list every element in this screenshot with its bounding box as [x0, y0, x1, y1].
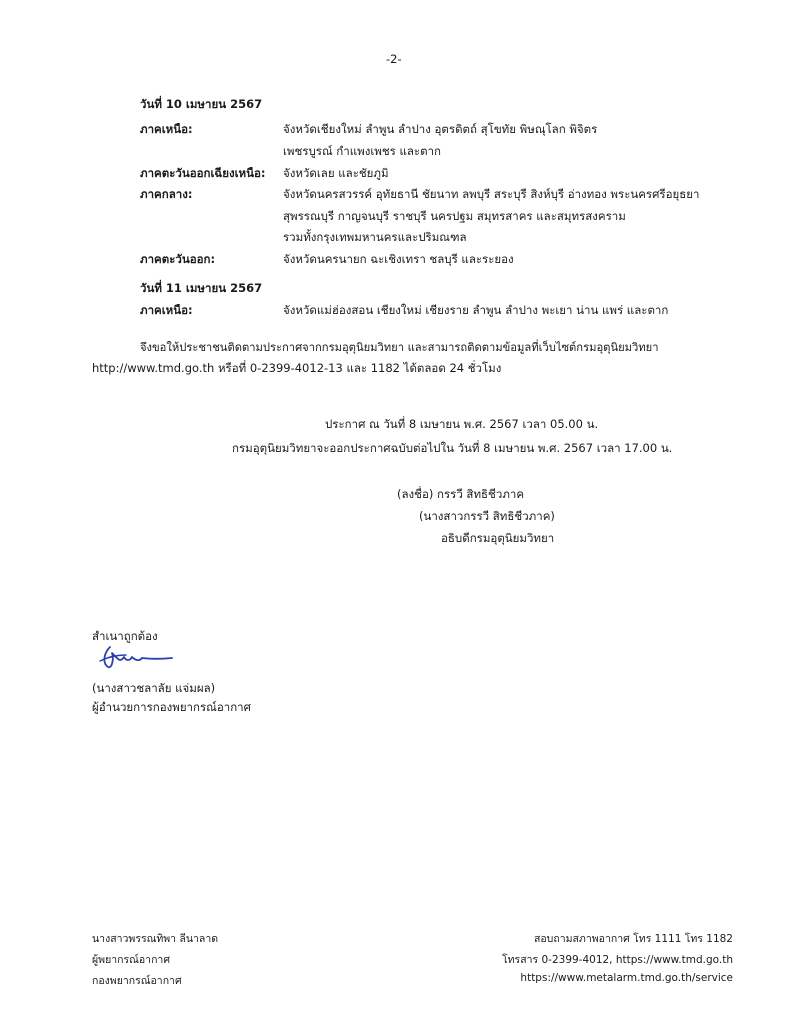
certified-heading: สำเนาถูกต้อง [92, 629, 158, 643]
region-label: ภาคกลาง: [140, 187, 193, 201]
signatory-title: อธิบดีกรมอุตุนิยมวิทยา [441, 531, 555, 545]
region-label: ภาคเหนือ: [140, 122, 193, 136]
advisory-line: http://www.tmd.go.th หรือที่ 0-2399-4012-13 และ 1182 ได้ตลอด 24 ชั่วโมง [92, 361, 502, 375]
certified-name: (นางสาวชลาลัย แจ่มผล) [92, 681, 216, 695]
region-provinces: สุพรรณบุรี กาญจนบุรี ราชบุรี นครปฐม สมุทรสาคร และสมุทรสงคราม [283, 209, 626, 223]
footer-contact-fax: โทรสาร 0-2399-4012, https://www.tmd.go.th [502, 954, 733, 966]
advisory-line: จึงขอให้ประชาชนติดตามประกาศจากกรมอุตุนิยมวิทยา และสามารถติดตามข้อมูลที่เว็บไซต์กรมอุตุนิยมวิทยา [140, 341, 659, 354]
region-provinces: จังหวัดเลย และชัยภูมิ [283, 166, 389, 180]
region-provinces: จังหวัดแม่ฮ่องสอน เชียงใหม่ เชียงราย ลำพูน ลำปาง พะเยา น่าน แพร่ และตาก [283, 303, 669, 317]
footer-division: กองพยากรณ์อากาศ [92, 975, 182, 987]
region-provinces: เพชรบูรณ์ กำแพงเพชร และตาก [283, 144, 441, 158]
issued-time: ประกาศ ณ วันที่ 8 เมษายน พ.ศ. 2567 เวลา 05.00 น. [325, 417, 599, 431]
handwritten-signature [96, 643, 176, 673]
certified-title: ผู้อำนวยการกองพยากรณ์อากาศ [92, 700, 251, 714]
section-date: วันที่ 10 เมษายน 2567 [140, 97, 263, 111]
region-label: ภาคเหนือ: [140, 303, 193, 317]
region-provinces: จังหวัดนครนายก ฉะเชิงเทรา ชลบุรี และระยอง [283, 252, 514, 266]
region-provinces: จังหวัดนครสวรรค์ อุทัยธานี ชัยนาท ลพบุรี สระบุรี สิงห์บุรี อ่างทอง พระนครศรีอยุธยา [283, 187, 700, 201]
page-number: -2- [386, 52, 402, 66]
region-label: ภาคตะวันออกเฉียงเหนือ: [140, 166, 266, 180]
footer-forecaster-role: ผู้พยากรณ์อากาศ [92, 954, 170, 966]
signature-line: (ลงชื่อ) กรรวี สิทธิชีวภาค [397, 487, 525, 501]
footer-service-link[interactable]: https://www.metalarm.tmd.go.th/service [520, 972, 733, 984]
signatory-name: (นางสาวกรรวี สิทธิชีวภาค) [419, 509, 555, 523]
next-issue-time: กรมอุตุนิยมวิทยาจะออกประกาศฉบับต่อไปใน วันที่ 8 เมษายน พ.ศ. 2567 เวลา 17.00 น. [232, 441, 673, 455]
region-provinces: จังหวัดเชียงใหม่ ลำพูน ลำปาง อุตรดิตถ์ สุโขทัย พิษณุโลก พิจิตร [283, 122, 598, 136]
footer-contact-phone: สอบถามสภาพอากาศ โทร 1111 โทร 1182 [533, 933, 733, 945]
region-provinces: รวมทั้งกรุงเทพมหานครและปริมณฑล [283, 230, 467, 244]
section-date: วันที่ 11 เมษายน 2567 [140, 281, 263, 295]
footer-forecaster-name: นางสาวพรรณทิพา ลีนาลาด [92, 933, 219, 945]
region-label: ภาคตะวันออก: [140, 252, 216, 266]
